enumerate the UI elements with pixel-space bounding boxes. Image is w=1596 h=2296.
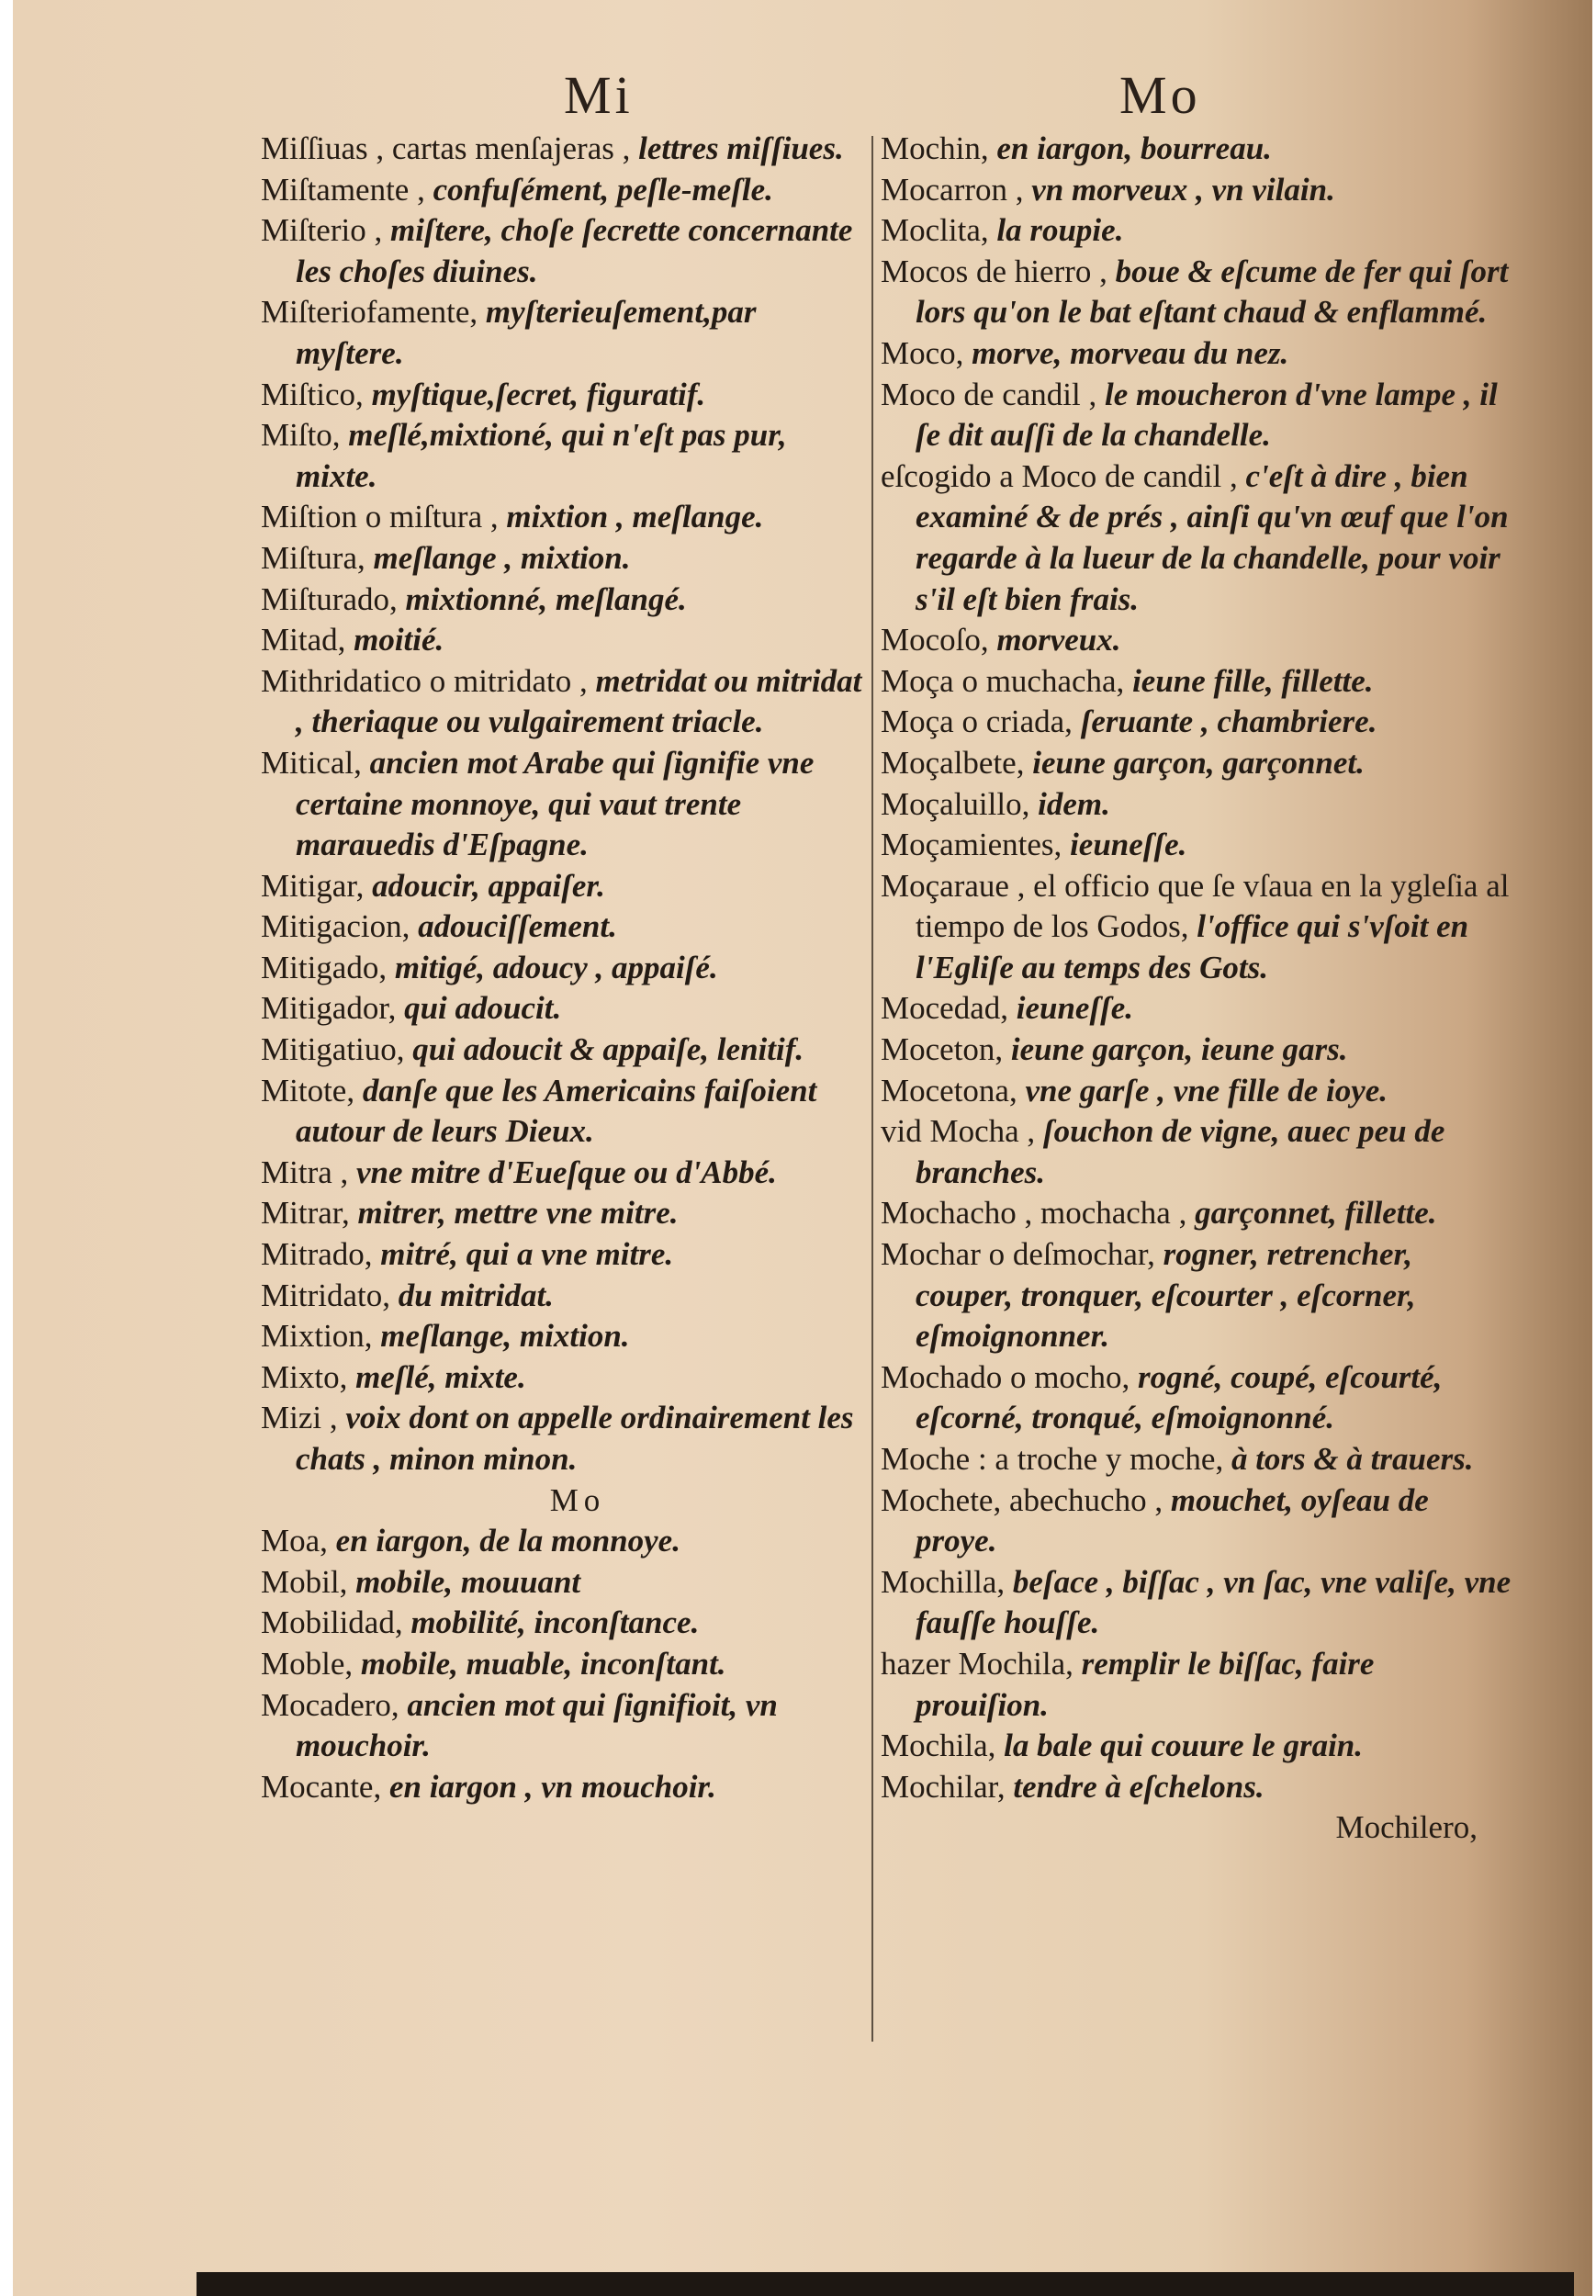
- dictionary-entry: [261, 1685, 867, 1767]
- dictionary-entry: [881, 743, 1514, 784]
- dictionary-entry: [261, 1603, 867, 1644]
- entry-definition: miſtere, choſe ſecrette concernante les choſes diuines.: [296, 212, 853, 289]
- entry-headword: Moçaraue , el officio que ſe vſaua en la ygleſia al tiempo de los Godos,: [881, 867, 1510, 945]
- entry-headword: Mocedad,: [881, 990, 1017, 1027]
- entry-definition: en iargon, de la monnoye.: [335, 1523, 680, 1559]
- dictionary-entry: [881, 988, 1514, 1030]
- dictionary-entry: [881, 333, 1514, 375]
- entry-headword: Mocadero,: [261, 1686, 408, 1723]
- entry-definition: adoucir, appaiſer.: [372, 867, 605, 904]
- entry-definition: c'eſt à dire , bien examiné & de prés , ainſi qu'vn œuf que l'on regarde à la lueur de la chandelle, pour voir s'il eſt bien frais.: [916, 457, 1509, 617]
- entry-definition: rogner, retrencher, couper, tronquer, eſcourter , eſcorner, eſmoignonner.: [916, 1236, 1416, 1355]
- entry-headword: Mitad,: [261, 622, 354, 658]
- entry-headword: Mochete, abechucho ,: [881, 1481, 1171, 1518]
- entry-headword: Mitrar,: [261, 1195, 358, 1232]
- entry-headword: Miſto,: [261, 417, 349, 454]
- dictionary-entry: [881, 1726, 1514, 1767]
- dictionary-entry: [261, 1767, 867, 1808]
- dictionary-entry: [881, 1234, 1514, 1357]
- entry-definition: ieuneſſe.: [1016, 990, 1134, 1027]
- section-heading: Mo: [549, 1481, 606, 1518]
- entry-headword: Mocoſo,: [881, 622, 997, 658]
- entry-headword: Miſtamente ,: [261, 171, 433, 208]
- left-column: [261, 129, 867, 1807]
- entry-definition: ieune fille, fillette.: [1132, 662, 1374, 699]
- entry-definition: ieuneſſe.: [1070, 827, 1187, 863]
- entry-definition: danſe que les Americains faiſoient autour de leurs Dieux.: [296, 1072, 817, 1150]
- dictionary-entry: [261, 743, 867, 866]
- entry-definition: vne mitre d'Eueſque ou d'Abbé.: [356, 1154, 777, 1190]
- dictionary-entry: [261, 1316, 867, 1357]
- dictionary-entry: [881, 866, 1514, 989]
- entry-headword: Mochila,: [881, 1728, 1005, 1764]
- dictionary-entry: [881, 1767, 1514, 1808]
- entry-definition: meſlange , mixtion.: [373, 539, 631, 576]
- entry-headword: Mocetona,: [881, 1072, 1026, 1109]
- entry-headword: Moça o muchacha,: [881, 662, 1133, 699]
- dictionary-entry: [261, 538, 867, 580]
- entry-headword: Mochar o deſmochar,: [881, 1236, 1163, 1273]
- entry-definition: l'office qui s'vſoit en l'Egliſe au temps des Gots.: [916, 908, 1469, 985]
- entry-headword: Miſſiuas , cartas menſajeras ,: [261, 130, 639, 166]
- entry-headword: Mochilar,: [881, 1768, 1014, 1805]
- entry-definition: adouciſſement.: [418, 908, 617, 945]
- entry-headword: Mixto,: [261, 1358, 356, 1395]
- entry-definition: mitigé, adoucy , appaiſé.: [394, 949, 718, 985]
- entry-headword: Mizi ,: [261, 1400, 346, 1436]
- entry-definition: mouchet, oyſeau de proye.: [916, 1481, 1429, 1559]
- entry-definition: moitié.: [354, 622, 444, 658]
- entry-definition: vne garſe , vne fille de ioye.: [1025, 1072, 1388, 1109]
- entry-definition: myſterieuſement,par myſtere.: [296, 294, 757, 371]
- entry-definition: ancien mot qui ſignifioit, vn mouchoir.: [296, 1686, 778, 1764]
- entry-definition: garçonnet, fillette.: [1195, 1195, 1437, 1232]
- dictionary-entry: [881, 825, 1514, 866]
- running-head-left: Mi: [564, 65, 634, 125]
- dictionary-entry: [261, 129, 867, 170]
- dictionary-entry: [261, 1234, 867, 1276]
- dictionary-entry: [261, 1276, 867, 1317]
- entry-headword: vid Mocha ,: [881, 1113, 1043, 1150]
- dictionary-entry: [881, 1071, 1514, 1112]
- entry-headword: eſcogido a Moco de candil ,: [881, 457, 1246, 494]
- dictionary-entry: [881, 170, 1514, 211]
- dictionary-entry: [261, 948, 867, 989]
- dictionary-entry: [881, 456, 1514, 620]
- entry-headword: Miſtura,: [261, 539, 374, 576]
- entry-headword: Mithridatico o mitridato ,: [261, 662, 596, 699]
- entry-definition: mitré, qui a vne mitre.: [380, 1236, 674, 1273]
- dictionary-entry: [261, 1071, 867, 1153]
- entry-headword: Mochacho , mochacha ,: [881, 1195, 1196, 1232]
- entry-definition: le moucheron d'vne lampe , il ſe dit auſſi de la chandelle.: [916, 376, 1498, 454]
- entry-headword: Mitigacion,: [261, 908, 419, 945]
- entry-headword: Mitridato,: [261, 1277, 399, 1313]
- dictionary-entry: [261, 170, 867, 211]
- entry-definition: tendre à eſchelons.: [1013, 1768, 1264, 1805]
- entry-definition: idem.: [1038, 785, 1110, 822]
- entry-definition: du mitridat.: [398, 1277, 554, 1313]
- entry-definition: meſlé,mixtioné, qui n'eſt pas pur, mixte.: [296, 417, 787, 494]
- entry-headword: Moble,: [261, 1645, 361, 1682]
- dictionary-entry: [261, 1521, 867, 1562]
- dictionary-entry: [881, 784, 1514, 826]
- dictionary-entry: [881, 1030, 1514, 1071]
- entry-headword: Mocante,: [261, 1768, 389, 1805]
- entry-definition: la bale qui couure le grain.: [1004, 1728, 1364, 1764]
- entry-definition: ieune garçon, ieune gars.: [1010, 1031, 1348, 1068]
- entry-headword: Mitigado,: [261, 949, 395, 985]
- dictionary-entry: [261, 580, 867, 621]
- entry-definition: mixtion , meſlange.: [506, 499, 764, 535]
- dictionary-entry: [261, 906, 867, 948]
- entry-headword: Mochin,: [881, 130, 997, 166]
- entry-definition: ſouchon de vigne, auec peu de branches.: [916, 1113, 1445, 1190]
- entry-definition: meſlé, mixte.: [355, 1358, 526, 1395]
- dictionary-entry: [881, 129, 1514, 170]
- dictionary-entry: [261, 1193, 867, 1234]
- dictionary-entry: [261, 292, 867, 374]
- dictionary-entry: [881, 252, 1514, 333]
- running-head-right: Mo: [1119, 65, 1201, 125]
- dictionary-entry: [261, 988, 867, 1030]
- dictionary-entry: [881, 620, 1514, 661]
- entry-headword: Mocos de hierro ,: [881, 253, 1116, 289]
- entry-definition: voix dont on appelle ordinairement les chats , minon minon.: [296, 1400, 854, 1477]
- entry-definition: ieune garçon, garçonnet.: [1032, 744, 1365, 781]
- dictionary-entry: [261, 210, 867, 292]
- entry-definition: metridat ou mitridat , theriaque ou vulgairement triacle.: [296, 662, 862, 740]
- dictionary-entry: [881, 375, 1514, 456]
- entry-headword: Mitrado,: [261, 1236, 381, 1273]
- entry-definition: morveux.: [996, 622, 1121, 658]
- dictionary-entry: [261, 1357, 867, 1399]
- entry-definition: boue & eſcume de fer qui ſort lors qu'on le bat eſtant chaud & enflammé.: [916, 253, 1509, 331]
- entry-definition: mobile, mouuant: [355, 1563, 581, 1600]
- dictionary-entry: [261, 661, 867, 743]
- right-column: [881, 129, 1514, 1849]
- dictionary-entry: [261, 375, 867, 416]
- dictionary-entry: [261, 497, 867, 538]
- entry-definition: qui adoucit.: [404, 990, 562, 1027]
- entry-headword: Miſtion o miſtura ,: [261, 499, 507, 535]
- entry-headword: Moclita,: [881, 212, 997, 249]
- entry-headword: Moçamientes,: [881, 827, 1071, 863]
- entry-headword: Miſturado,: [261, 580, 406, 617]
- dictionary-entry: [881, 1111, 1514, 1193]
- entry-definition: la roupie.: [996, 212, 1124, 249]
- entry-headword: Moa,: [261, 1523, 336, 1559]
- entry-headword: Mitra ,: [261, 1154, 357, 1190]
- dictionary-entry: [881, 1193, 1514, 1234]
- entry-definition: qui adoucit & appaiſe, lenitif.: [412, 1031, 804, 1068]
- entry-headword: Miſteriofamente,: [261, 294, 486, 331]
- entry-definition: myſtique,ſecret, figuratif.: [371, 376, 706, 412]
- entry-headword: Mitote,: [261, 1072, 363, 1109]
- entry-definition: à tors & à trauers.: [1231, 1441, 1474, 1477]
- entry-definition: en iargon, bourreau.: [996, 130, 1272, 166]
- entry-headword: Moçalbete,: [881, 744, 1033, 781]
- dictionary-entry: [261, 1562, 867, 1604]
- entry-definition: meſlange, mixtion.: [380, 1318, 630, 1355]
- dictionary-entry: [881, 1439, 1514, 1480]
- entry-headword: Mochilla,: [881, 1563, 1013, 1600]
- entry-headword: Mobilidad,: [261, 1604, 411, 1641]
- entry-headword: Moçaluillo,: [881, 785, 1039, 822]
- entry-headword: Mitigar,: [261, 867, 373, 904]
- entry-headword: Mitigatiuo,: [261, 1031, 413, 1068]
- catchword: Mochilero,: [1335, 1809, 1478, 1846]
- dictionary-entry: [261, 1153, 867, 1194]
- entry-definition: morve, morveau du nez.: [972, 334, 1289, 371]
- entry-headword: Mobil,: [261, 1563, 356, 1600]
- entry-definition: en iargon , vn mouchoir.: [388, 1768, 716, 1805]
- dictionary-entry: [881, 1562, 1514, 1644]
- entry-definition: ancien mot Arabe qui ſignifie vne certaine monnoye, qui vaut trente marauedis d'Eſpagne.: [296, 744, 815, 863]
- entry-headword: Moche : a troche y moche,: [881, 1441, 1231, 1477]
- dictionary-entry: [881, 1357, 1514, 1439]
- entry-headword: Moceton,: [881, 1031, 1011, 1068]
- dictionary-entry: [261, 1644, 867, 1685]
- entry-definition: vn morveux , vn vilain.: [1031, 171, 1335, 208]
- entry-headword: hazer Mochila,: [881, 1645, 1082, 1682]
- entry-definition: rogné, coupé, eſcourté, eſcorné, tronqué, eſmoignonné.: [916, 1358, 1443, 1436]
- dictionary-entry: [261, 620, 867, 661]
- entry-headword: Miſterio ,: [261, 212, 390, 249]
- entry-definition: mobile, muable, inconſtant.: [360, 1645, 726, 1682]
- entry-headword: Moça o criada,: [881, 703, 1081, 740]
- entry-headword: Moco de candil ,: [881, 376, 1105, 412]
- entry-definition: beſace , biſſac , vn ſac, vne valiſe, vne fauſſe houſſe.: [916, 1563, 1512, 1641]
- entry-headword: Mitigador,: [261, 990, 405, 1027]
- dictionary-entry: [261, 1030, 867, 1071]
- entry-headword: Mocarron ,: [881, 171, 1032, 208]
- dictionary-entry: [881, 1644, 1514, 1726]
- dictionary-entry: [881, 210, 1514, 252]
- entry-definition: mitrer, mettre vne mitre.: [357, 1195, 679, 1232]
- entry-headword: Miſtico,: [261, 376, 372, 412]
- dictionary-entry: [881, 661, 1514, 703]
- entry-headword: Mixtion,: [261, 1318, 381, 1355]
- column-divider: [871, 136, 873, 2042]
- dictionary-entry: [881, 1480, 1514, 1562]
- entry-headword: Mitical,: [261, 744, 370, 781]
- dictionary-entry: [261, 1398, 867, 1480]
- entry-definition: ſeruante , chambriere.: [1080, 703, 1377, 740]
- entry-definition: confuſément, peſle-meſle.: [433, 171, 773, 208]
- dictionary-entry: [261, 415, 867, 497]
- entry-definition: mobilité, inconſtance.: [410, 1604, 700, 1641]
- entry-definition: remplir le biſſac, faire prouiſion.: [916, 1645, 1375, 1723]
- dictionary-entry: [261, 866, 867, 907]
- entry-headword: Moco,: [881, 334, 972, 371]
- entry-definition: lettres miſſiues.: [638, 130, 844, 166]
- dictionary-page: [13, 0, 1592, 2296]
- dictionary-entry: [881, 702, 1514, 743]
- entry-definition: mixtionné, meſlangé.: [405, 580, 687, 617]
- page-bottom-edge: [197, 2272, 1574, 2296]
- entry-headword: Mochado o mocho,: [881, 1358, 1138, 1395]
